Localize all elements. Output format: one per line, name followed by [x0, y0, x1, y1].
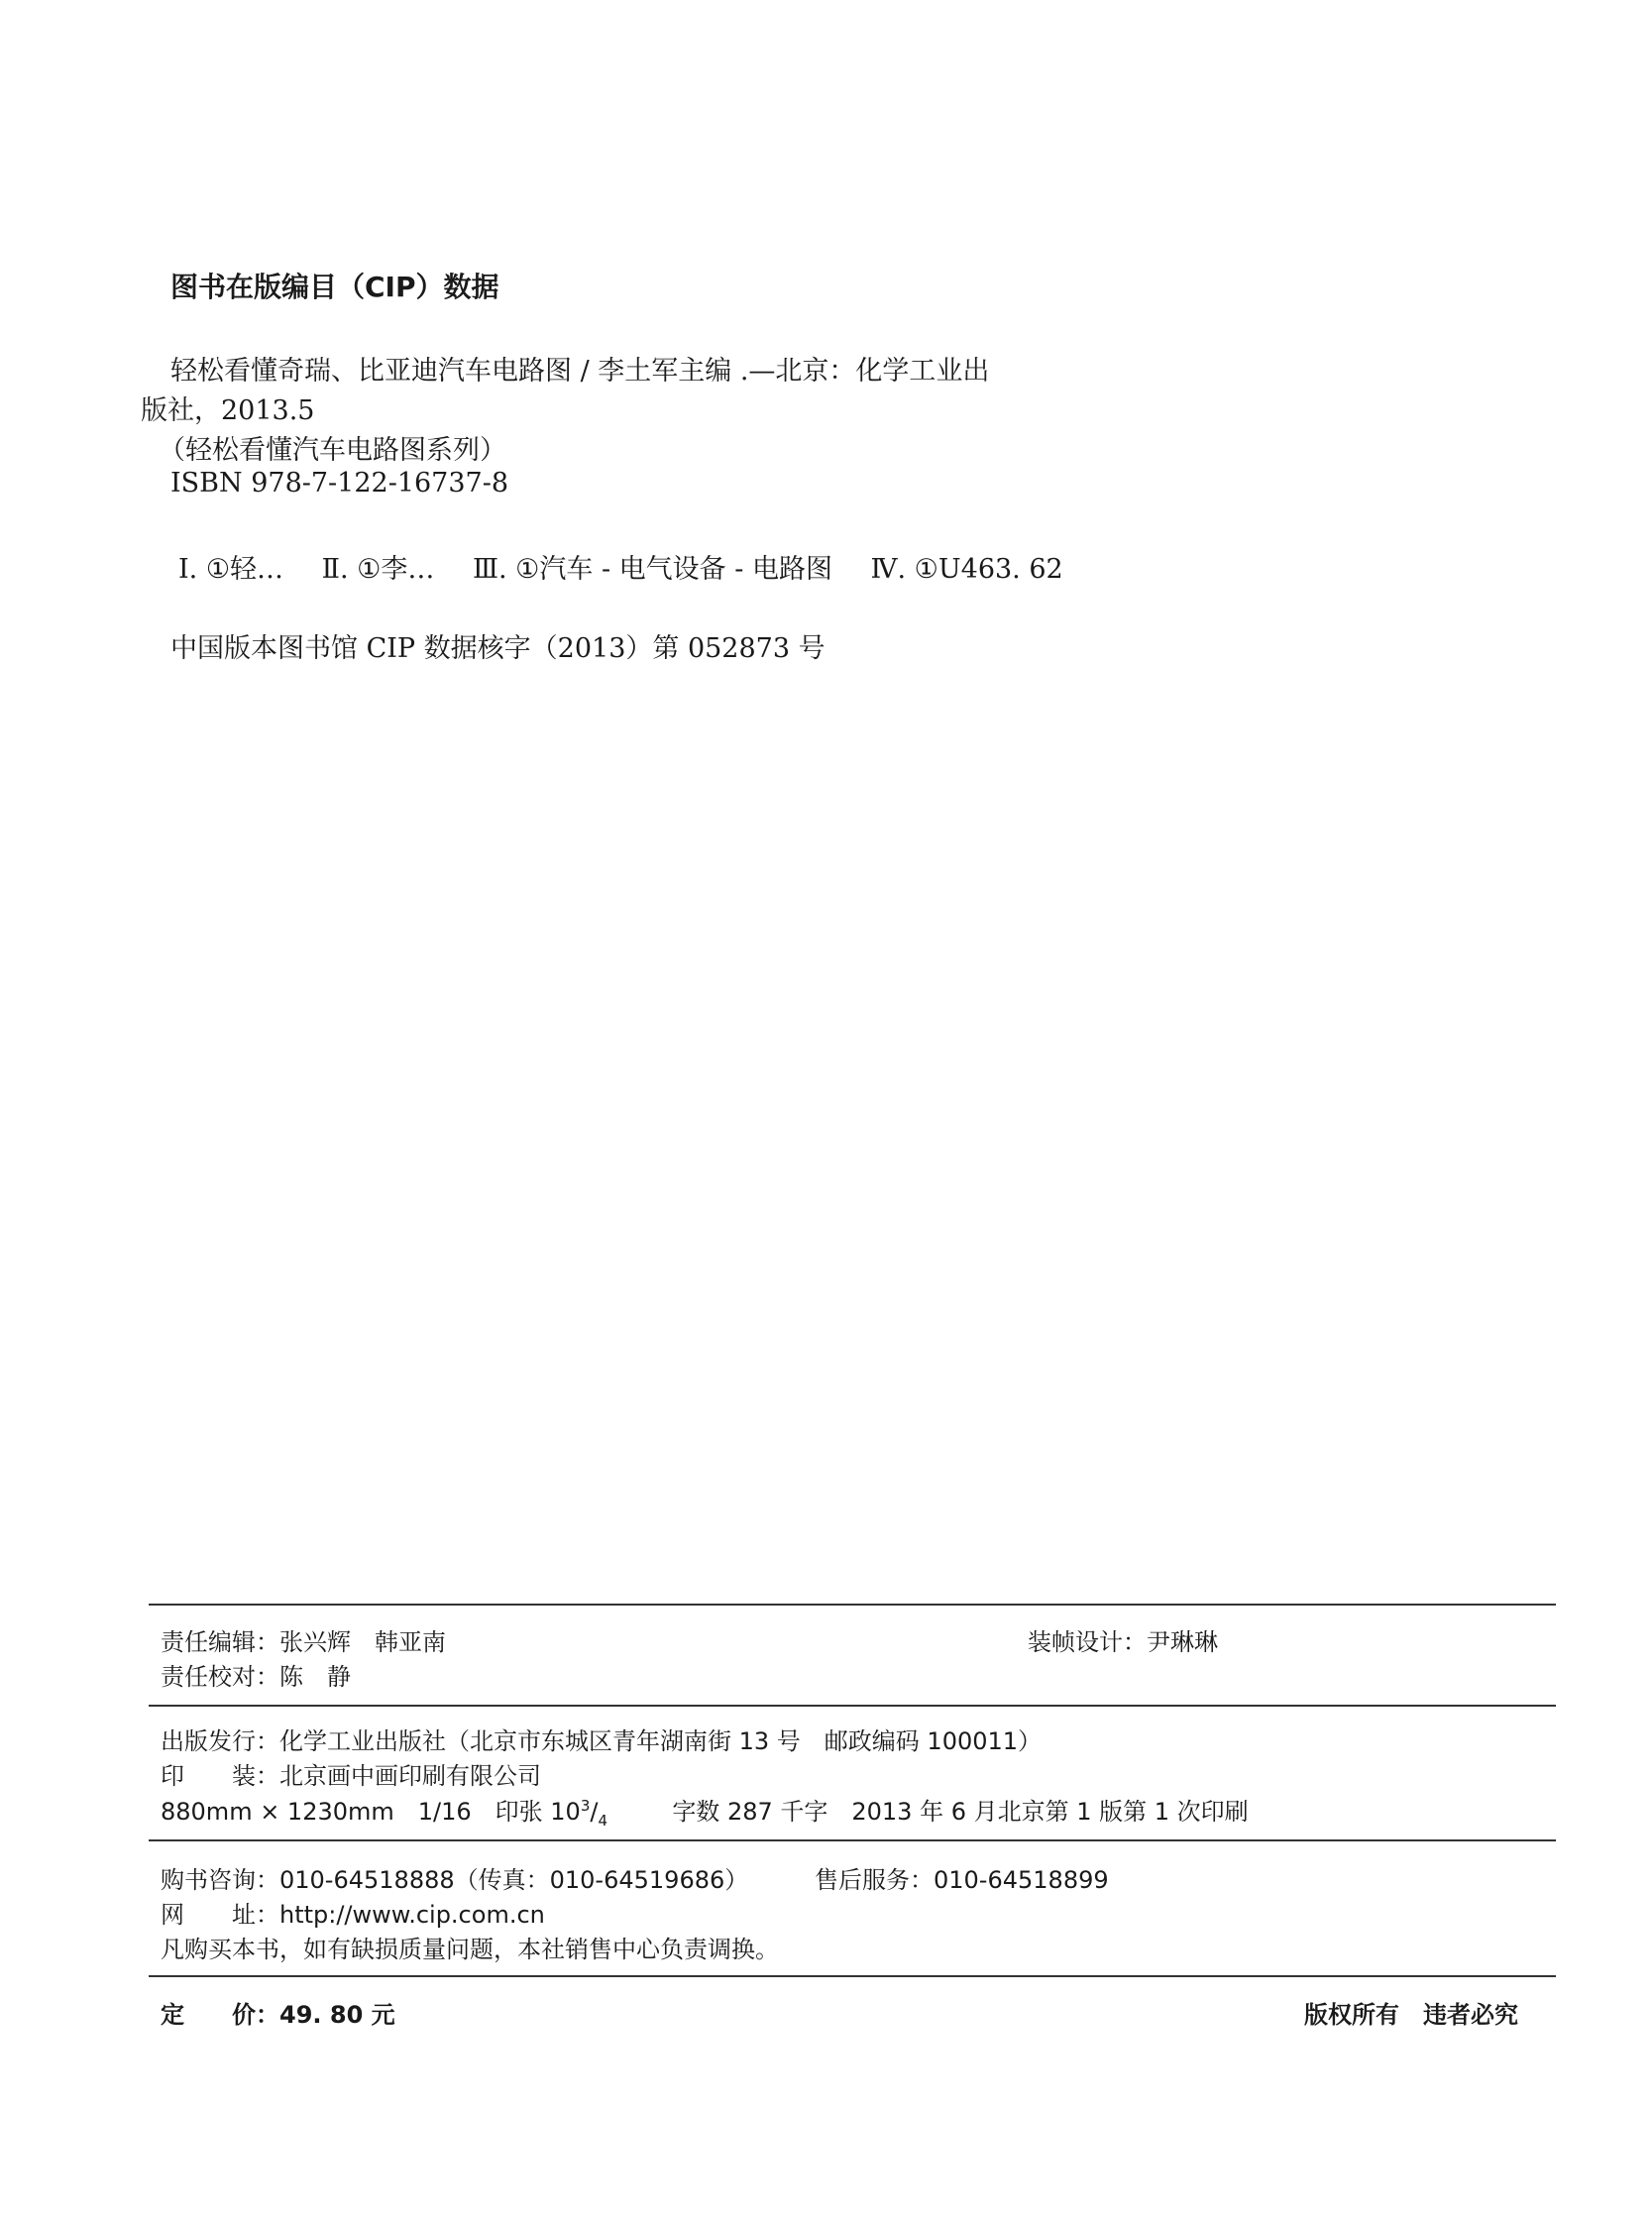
classification-item-4: Ⅳ. ①U463. 62	[870, 554, 1063, 585]
classification-row	[178, 547, 1063, 586]
divider-top	[149, 1604, 1556, 1606]
after-sales-service: 售后服务：010-64518899	[815, 1866, 1109, 1894]
classification-item-3: Ⅲ. ①汽车 - 电气设备 - 电路图	[472, 554, 832, 585]
library-cip-note: 中国版本图书馆 CIP 数据核字（2013）第 052873 号	[170, 633, 826, 664]
website: 网 址：http://www.cip.com.cn	[161, 1901, 545, 1929]
divider-contact	[149, 1975, 1556, 1977]
format-and-sheets: 880mm × 1230mm 1/16 印张 10	[161, 1798, 581, 1826]
cip-heading: 图书在版编目（CIP）数据	[170, 271, 499, 303]
book-title-line-1: 轻松看懂奇瑞、比亚迪汽车电路图 / 李土军主编 .—北京：化学工业出	[170, 356, 990, 387]
sheets-denominator: 4	[598, 1811, 608, 1830]
word-count-edition: 字数 287 千字 2013 年 6 月北京第 1 版第 1 次印刷	[672, 1798, 1249, 1826]
copyright-notice: 版权所有 违者必究	[1304, 2001, 1518, 2029]
sheets-numerator: 3	[580, 1797, 591, 1815]
price: 定 价：49. 80 元	[161, 2001, 395, 2029]
classification-item-2: Ⅱ. ①李…	[321, 554, 435, 585]
responsible-proofreader: 责任校对：陈 静	[161, 1663, 351, 1691]
format-info: 880mm × 1230mm 1/16 印张 $10^3/_4$ 字数 287 千字 2013 年 6 月北京第 1 版第 1 次印刷	[161, 1797, 1249, 1830]
series-name: （轻松看懂汽车电路图系列）	[159, 435, 506, 466]
divider-publication	[149, 1839, 1556, 1841]
cover-designer: 装帧设计：尹琳琳	[1028, 1628, 1218, 1656]
defect-notice: 凡购买本书，如有缺损质量问题，本社销售中心负责调换。	[161, 1936, 779, 1963]
order-hotline: 购书咨询：010-64518888（传真：010-64519686）	[161, 1866, 749, 1894]
classification-item-1: Ⅰ. ①轻…	[178, 554, 284, 585]
publisher-info: 出版发行：化学工业出版社（北京市东城区青年湖南街 13 号 邮政编码 100011）	[161, 1727, 1043, 1755]
divider-credits	[149, 1705, 1556, 1707]
book-title-line-2: 版社，2013.5	[141, 395, 315, 426]
printer-info: 印 装：北京画中画印刷有限公司	[161, 1762, 541, 1790]
responsible-editor: 责任编辑：张兴辉 韩亚南	[161, 1628, 446, 1656]
isbn: ISBN 978-7-122-16737-8	[170, 468, 509, 499]
